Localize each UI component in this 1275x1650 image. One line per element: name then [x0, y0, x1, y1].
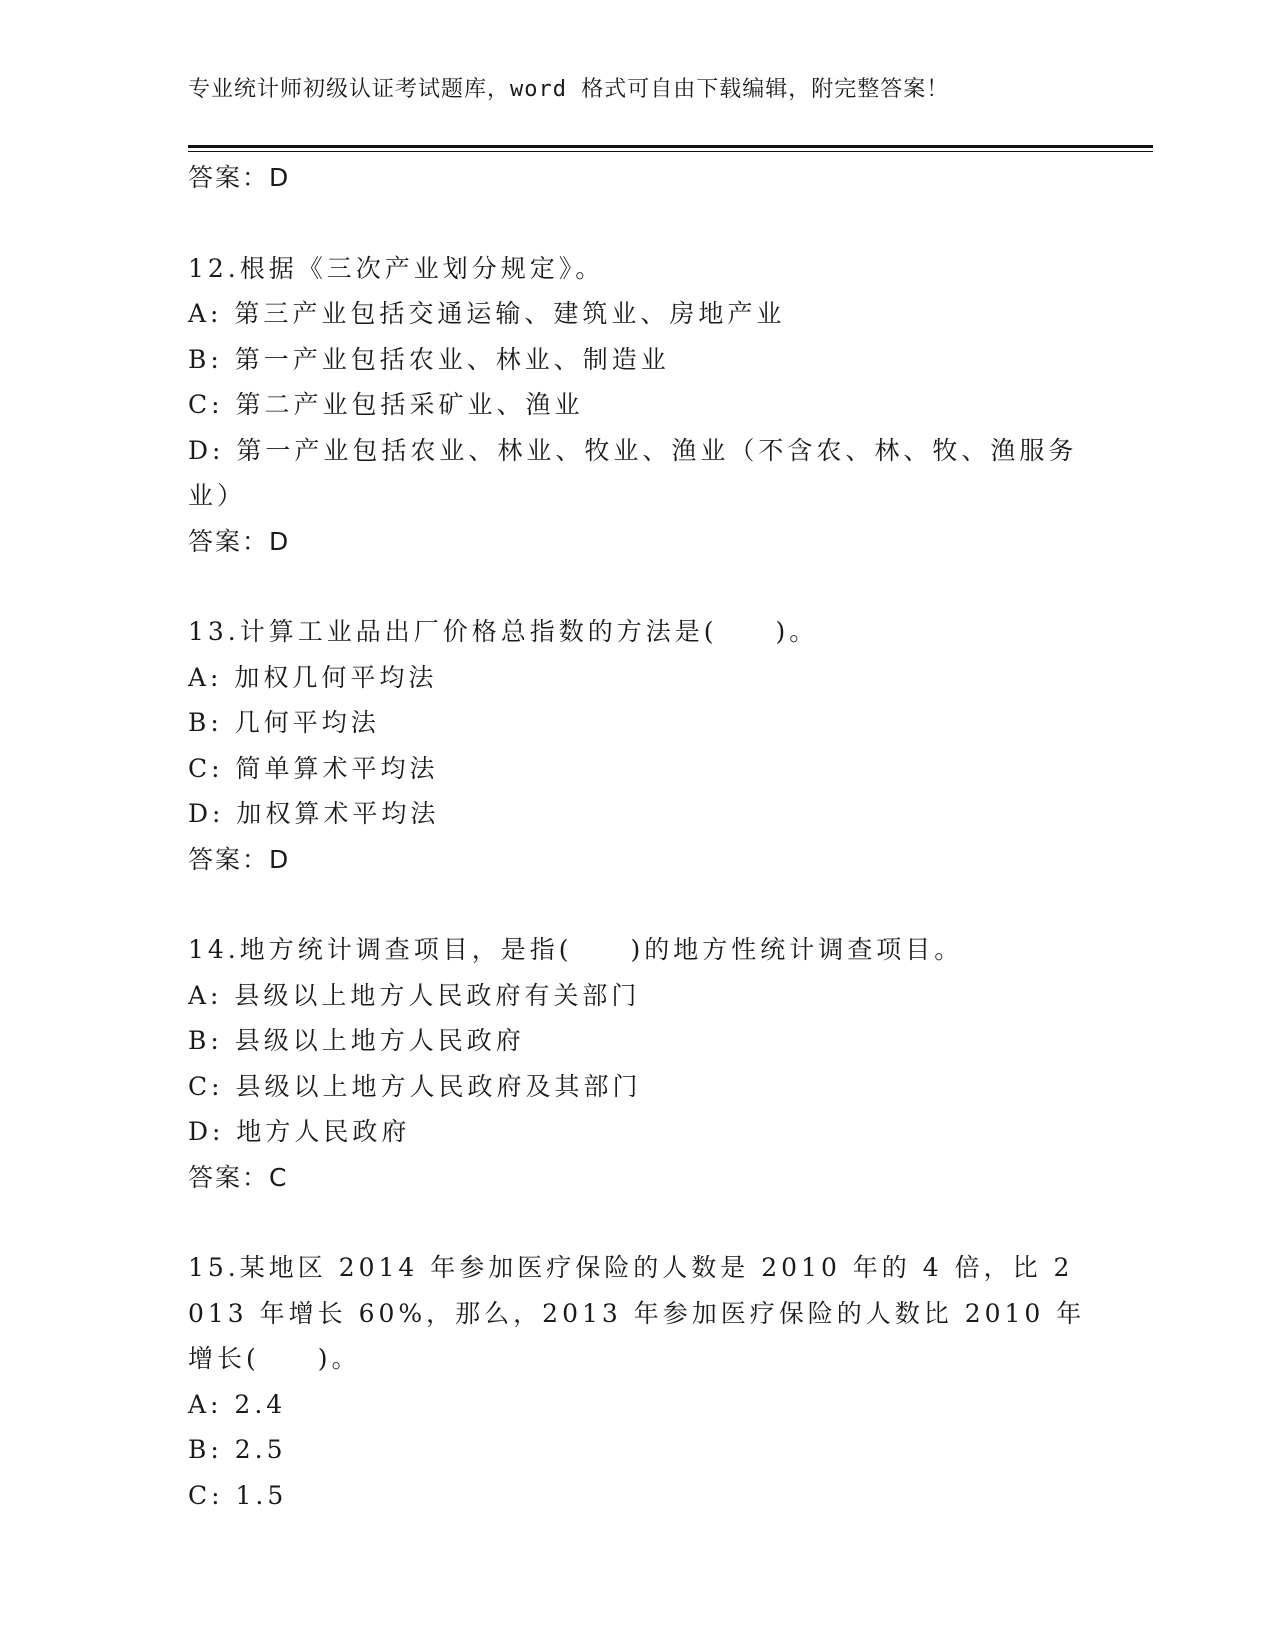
option-b: B: 第一产业包括农业、林业、制造业 [188, 344, 670, 374]
option-b: B: 县级以上地方人民政府 [188, 1026, 525, 1055]
spacer [188, 882, 1088, 927]
header-rule-thin [188, 151, 1153, 152]
question-block [188, 927, 1088, 1200]
answer-line: 答案：D [188, 163, 291, 192]
document-body [188, 155, 1088, 1518]
question-stem: 14.地方统计调查项目，是指( )的地方性统计调查项目。 [188, 935, 964, 964]
page-header: 专业统计师初级认证考试题库，word 格式可自由下载编辑，附完整答案！ [188, 77, 950, 102]
question-block [188, 246, 1088, 565]
question-stem: 12.根据《三次产业划分规定》。 [188, 253, 605, 283]
option-d: D: 加权算术平均法 [188, 799, 440, 828]
question-block [188, 1245, 1088, 1518]
spacer [188, 201, 1088, 246]
option-a: A: 县级以上地方人民政府有关部门 [188, 980, 641, 1010]
option-c: C: 第二产业包括采矿业、渔业 [188, 390, 584, 419]
option-c: C: 县级以上地方人民政府及其部门 [188, 1071, 642, 1101]
question-stem: 13.计算工业品出厂价格总指数的方法是( )。 [188, 617, 819, 646]
option-a: A: 第三产业包括交通运输、建筑业、房地产业 [188, 299, 786, 328]
spacer [188, 1200, 1088, 1245]
option-a: A: 2.4 [188, 1389, 287, 1419]
option-c: C: 简单算术平均法 [188, 753, 439, 783]
option-d: D: 地方人民政府 [188, 1117, 411, 1146]
question-stem: 15.某地区 2014 年参加医疗保险的人数是 2010 年的 4 倍，比 2013 年增长 60%，那么，2013 年参加医疗保险的人数比 2010 年增长( )。 [188, 1253, 1086, 1373]
answer-line: 答案：D [188, 844, 291, 874]
option-c: C: 1.5 [188, 1480, 288, 1510]
option-d: D: 第一产业包括农业、林业、牧业、渔业（不含农、林、牧、渔服务业） [188, 435, 1078, 510]
answer-line: 答案：C [188, 1162, 289, 1192]
spacer [188, 564, 1088, 609]
option-b: B: 几何平均法 [188, 708, 380, 737]
option-b: B: 2.5 [188, 1435, 287, 1464]
question-block [188, 609, 1088, 882]
option-a: A: 加权几何平均法 [188, 662, 438, 692]
header-rule-thick [188, 145, 1153, 148]
answer-line: 答案：D [188, 526, 291, 556]
